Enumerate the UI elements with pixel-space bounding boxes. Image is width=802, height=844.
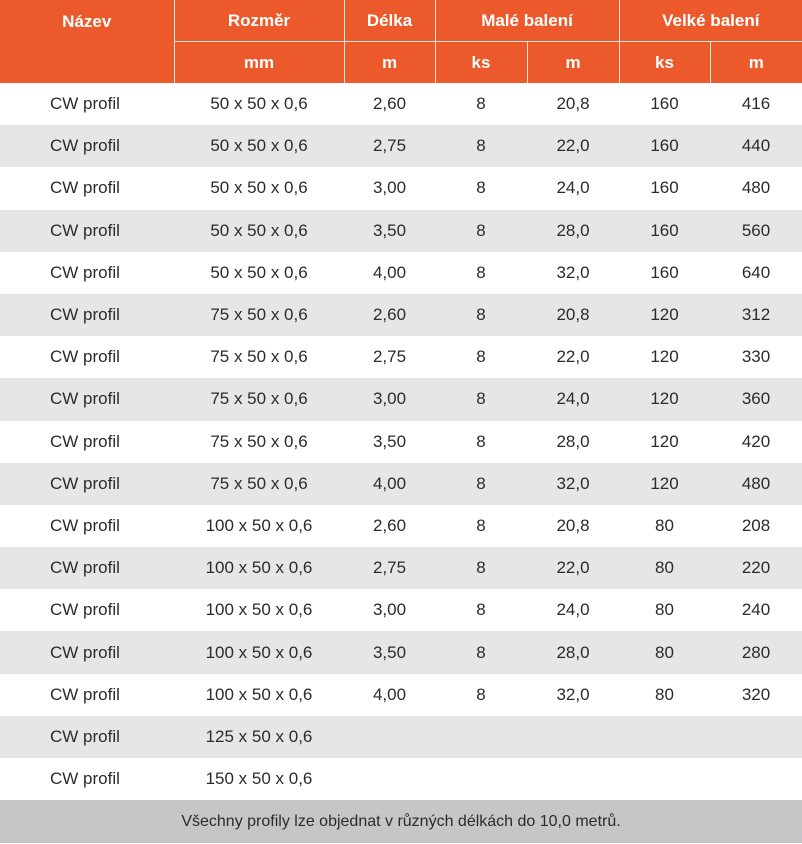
table-header <box>0 0 802 83</box>
cell-male-m: 20,8 <box>556 94 590 114</box>
table-row <box>0 210 802 252</box>
cell-nazev: CW profil <box>0 125 174 167</box>
cell-male-ks: 8 <box>476 515 486 535</box>
cell-rozmer: 100 x 50 x 0,6 <box>205 600 313 620</box>
cell-velke-ks: 120 <box>650 347 679 367</box>
cell-velke-m: 640 <box>741 262 771 282</box>
cell-velke-m: 440 <box>710 125 802 167</box>
cell-rozmer: 50 x 50 x 0,6 <box>210 178 308 198</box>
cell-velke-ks: 120 <box>619 463 710 505</box>
cell-delka: 3,00 <box>372 600 407 620</box>
cell-male-m: 22,0 <box>527 547 619 589</box>
cell-nazev: CW profil <box>50 515 120 535</box>
table-row <box>0 758 802 800</box>
cell-velke-ks: 160 <box>650 262 679 282</box>
cell-velke-ks: 80 <box>619 631 710 673</box>
cell-male-m: 28,0 <box>527 631 619 673</box>
cell-rozmer: 50 x 50 x 0,6 <box>210 94 308 114</box>
table-row <box>0 631 802 673</box>
cell-velke-m <box>710 758 802 800</box>
cell-delka: 2,75 <box>344 547 435 589</box>
cell-velke-m: 208 <box>741 515 771 535</box>
cell-rozmer: 50 x 50 x 0,6 <box>210 262 308 282</box>
cell-delka: 3,00 <box>344 378 435 420</box>
cell-rozmer: 100 x 50 x 0,6 <box>174 547 344 589</box>
cell-delka: 2,60 <box>344 294 435 336</box>
table-row <box>0 125 802 167</box>
unit-male-m: m <box>527 42 619 84</box>
table-body <box>0 83 802 800</box>
cell-velke-m: 240 <box>741 600 771 620</box>
footer-note: Všechny profily lze objednat v různých délkách do 10,0 metrů. <box>0 800 802 843</box>
cell-rozmer: 100 x 50 x 0,6 <box>205 515 313 535</box>
unit-velke-ks: ks <box>619 42 710 84</box>
cell-male-m: 24,0 <box>556 600 590 620</box>
cell-nazev: CW profil <box>50 347 120 367</box>
cell-rozmer: 150 x 50 x 0,6 <box>205 769 313 789</box>
cell-velke-m: 220 <box>710 547 802 589</box>
cell-velke-ks: 160 <box>650 94 679 114</box>
cell-velke-m: 416 <box>741 94 771 114</box>
cell-male-ks: 8 <box>476 431 486 451</box>
unit-delka: m <box>344 42 435 84</box>
cell-nazev: CW profil <box>0 716 174 758</box>
cell-rozmer: 75 x 50 x 0,6 <box>210 431 308 451</box>
cell-velke-m: 312 <box>710 294 802 336</box>
cell-velke-ks <box>619 758 710 800</box>
cell-male-ks: 8 <box>476 347 486 367</box>
cell-delka: 2,60 <box>372 515 407 535</box>
cell-male-ks <box>435 716 527 758</box>
cell-rozmer: 50 x 50 x 0,6 <box>174 210 344 252</box>
table-row <box>0 421 802 463</box>
cell-nazev: CW profil <box>50 684 120 704</box>
cell-delka <box>344 716 435 758</box>
table-row <box>0 463 802 505</box>
cell-rozmer: 75 x 50 x 0,6 <box>210 347 308 367</box>
cell-nazev: CW profil <box>50 431 120 451</box>
cell-male-ks <box>435 758 527 800</box>
cell-male-ks: 8 <box>476 178 486 198</box>
cell-male-m: 22,0 <box>527 125 619 167</box>
cell-male-m: 28,0 <box>556 431 590 451</box>
cell-rozmer: 125 x 50 x 0,6 <box>174 716 344 758</box>
cell-nazev: CW profil <box>50 262 120 282</box>
unit-velke-m: m <box>710 42 802 84</box>
cell-delka: 4,00 <box>344 463 435 505</box>
cell-velke-m: 480 <box>710 463 802 505</box>
cell-nazev: CW profil <box>0 210 174 252</box>
cell-male-m: 20,8 <box>556 515 590 535</box>
cell-male-m: 32,0 <box>527 463 619 505</box>
cell-velke-ks: 160 <box>619 210 710 252</box>
cell-male-ks: 8 <box>435 294 527 336</box>
cell-nazev: CW profil <box>0 631 174 673</box>
table-row <box>0 589 802 631</box>
cell-rozmer: 75 x 50 x 0,6 <box>174 294 344 336</box>
table-row <box>0 716 802 758</box>
cell-velke-ks: 160 <box>619 125 710 167</box>
cell-rozmer: 100 x 50 x 0,6 <box>174 631 344 673</box>
table-row <box>0 674 802 716</box>
cell-male-ks: 8 <box>476 94 486 114</box>
cell-male-ks: 8 <box>476 262 486 282</box>
cell-male-m: 20,8 <box>527 294 619 336</box>
header-velke-baleni: Velké balení <box>619 0 802 42</box>
cell-male-ks: 8 <box>435 210 527 252</box>
cell-velke-m: 560 <box>710 210 802 252</box>
cell-velke-ks: 80 <box>655 600 674 620</box>
unit-rozmer: mm <box>174 42 344 84</box>
cell-delka: 2,75 <box>372 347 407 367</box>
cell-male-ks: 8 <box>435 631 527 673</box>
cell-male-ks: 8 <box>435 463 527 505</box>
cell-nazev: CW profil <box>50 600 120 620</box>
table-row <box>0 547 802 589</box>
cell-delka: 4,00 <box>372 684 407 704</box>
header-rozmer: Rozměr <box>174 0 344 42</box>
cell-velke-ks: 80 <box>655 684 674 704</box>
cell-velke-m: 330 <box>741 347 771 367</box>
table-row <box>0 167 802 209</box>
cell-male-ks: 8 <box>435 547 527 589</box>
header-nazev: Název <box>0 0 174 83</box>
cell-male-m <box>527 758 619 800</box>
cell-delka <box>344 758 435 800</box>
table-row <box>0 505 802 547</box>
cell-delka: 3,50 <box>344 210 435 252</box>
cell-male-m: 24,0 <box>556 178 590 198</box>
cell-male-ks: 8 <box>435 125 527 167</box>
cell-velke-ks: 160 <box>650 178 679 198</box>
cell-velke-m: 280 <box>710 631 802 673</box>
cell-rozmer: 75 x 50 x 0,6 <box>174 463 344 505</box>
cell-delka: 4,00 <box>372 262 407 282</box>
cell-nazev: CW profil <box>50 94 120 114</box>
cell-male-ks: 8 <box>476 600 486 620</box>
table-row <box>0 294 802 336</box>
table-row <box>0 252 802 294</box>
cell-nazev: CW profil <box>50 178 120 198</box>
cell-velke-ks: 80 <box>619 547 710 589</box>
cell-male-ks: 8 <box>476 684 486 704</box>
cell-nazev: CW profil <box>0 294 174 336</box>
cell-rozmer: 50 x 50 x 0,6 <box>174 125 344 167</box>
cell-velke-m: 480 <box>741 178 771 198</box>
cell-male-ks: 8 <box>435 378 527 420</box>
table-row <box>0 83 802 125</box>
cell-delka: 3,00 <box>372 178 407 198</box>
cell-rozmer: 75 x 50 x 0,6 <box>174 378 344 420</box>
header-delka: Délka <box>344 0 435 42</box>
cell-velke-ks: 120 <box>619 378 710 420</box>
cell-velke-m: 320 <box>741 684 771 704</box>
cell-male-m: 32,0 <box>556 684 590 704</box>
cell-velke-m <box>710 716 802 758</box>
cell-delka: 2,75 <box>344 125 435 167</box>
cell-velke-ks: 120 <box>619 294 710 336</box>
cell-rozmer: 100 x 50 x 0,6 <box>205 684 313 704</box>
cell-male-m: 28,0 <box>527 210 619 252</box>
cell-velke-ks: 80 <box>655 515 674 535</box>
cell-nazev: CW profil <box>0 378 174 420</box>
cell-nazev: CW profil <box>0 463 174 505</box>
cell-delka: 2,60 <box>372 94 407 114</box>
cell-velke-ks: 120 <box>650 431 679 451</box>
cell-nazev: CW profil <box>50 769 120 789</box>
cell-velke-ks <box>619 716 710 758</box>
cell-delka: 3,50 <box>372 431 407 451</box>
header-male-baleni: Malé balení <box>435 0 619 42</box>
table-row <box>0 378 802 420</box>
cell-delka: 3,50 <box>344 631 435 673</box>
cell-male-m: 32,0 <box>556 262 590 282</box>
cell-velke-m: 420 <box>741 431 771 451</box>
unit-male-ks: ks <box>435 42 527 84</box>
cell-male-m <box>527 716 619 758</box>
cell-male-m: 22,0 <box>556 347 590 367</box>
cell-nazev: CW profil <box>0 547 174 589</box>
table-row <box>0 336 802 378</box>
cell-velke-m: 360 <box>710 378 802 420</box>
cell-male-m: 24,0 <box>527 378 619 420</box>
